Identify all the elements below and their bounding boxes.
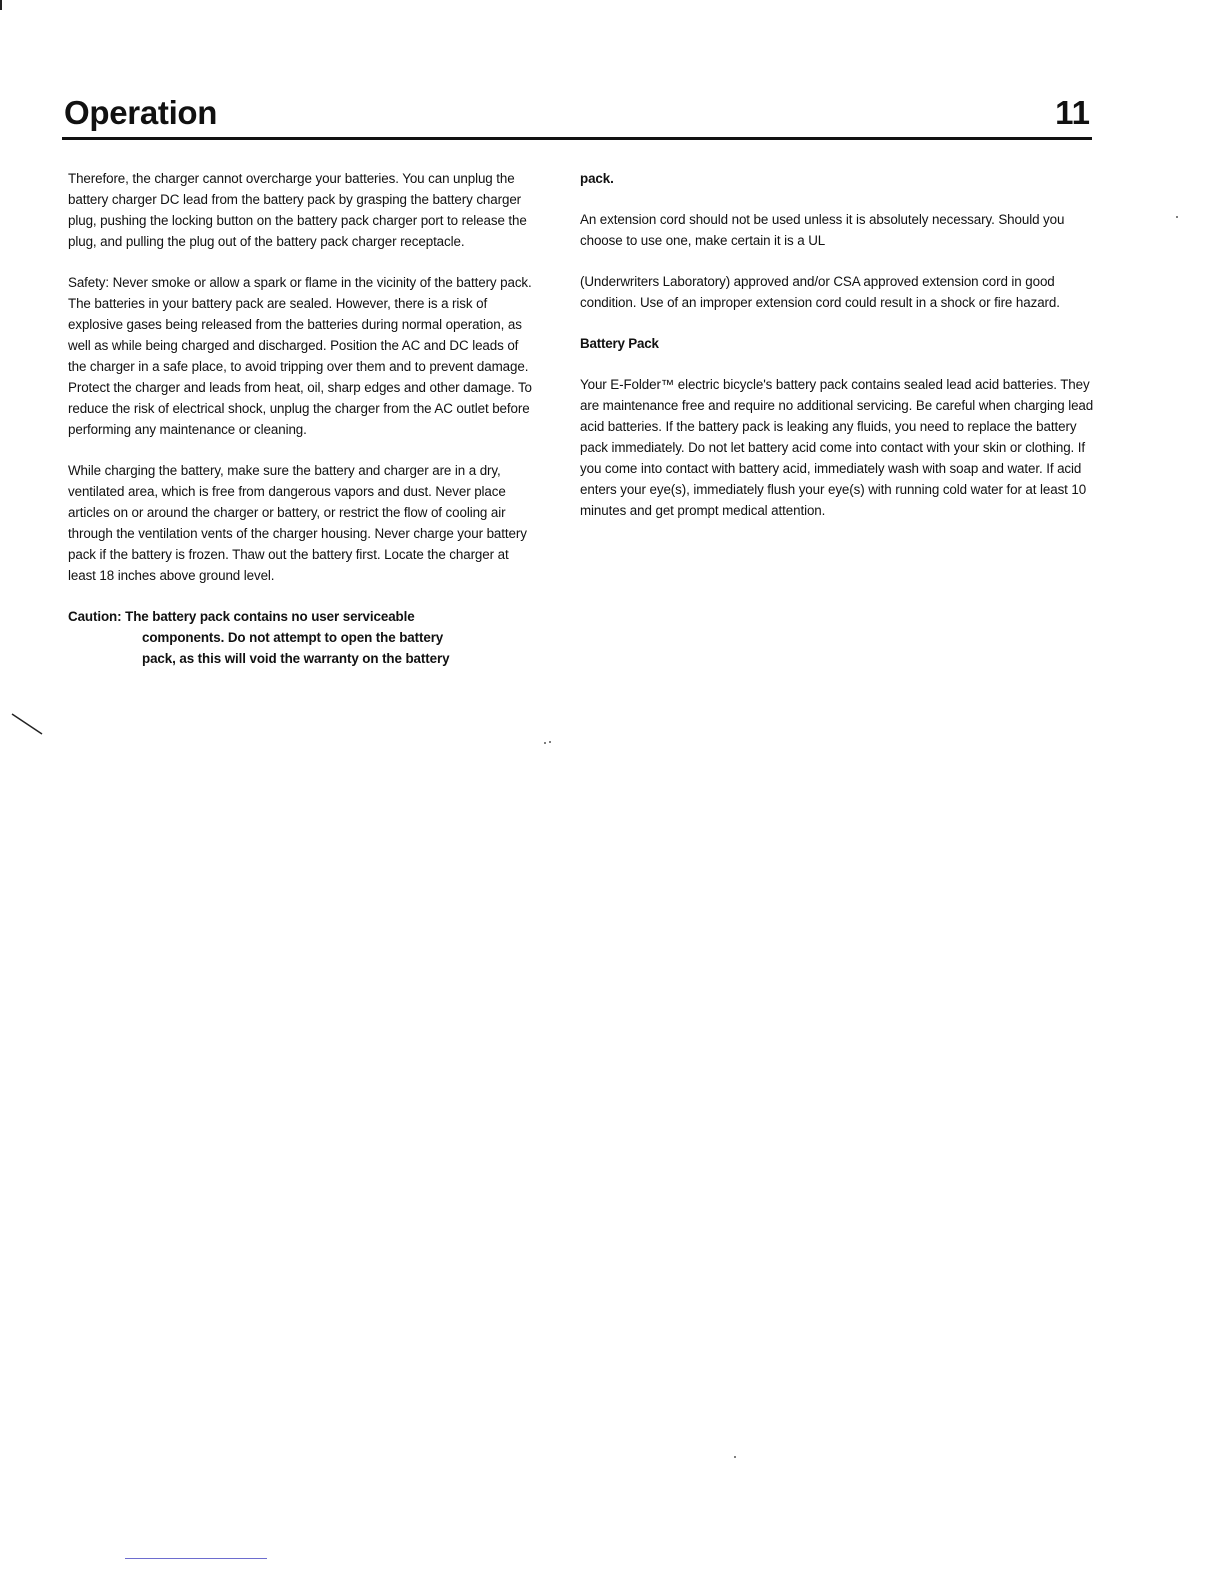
- paragraph-extension-cord: An extension cord should not be used unless it is absolutely necessary. Should you choose to use one, make certain it is a UL: [580, 212, 1065, 248]
- section-heading-battery-pack: Battery Pack: [580, 336, 659, 351]
- paragraph-safety: Safety: Never smoke or allow a spark or flame in the vicinity of the battery pack. The batteries in your battery pack are sealed. However, there is a risk of explosive gases being released from the batteries during normal operation, as well as while being charged and discharged. Position the AC and DC leads of the charger in a safe place, to avoid tripping over them and to prevent damage. Protect the charger and leads from heat, oil, sharp edges and other damage. To reduce the risk of electrical shock, unplug the charger from the AC outlet before performing any maintenance or cleaning.: [68, 275, 532, 437]
- paragraph-charging-environment: While charging the battery, make sure the battery and charger are in a dry, ventilated area, which is free from dangerous vapors and dust. Never place articles on or around the charger or battery, or restrict the flow of cooling air through the ventilation vents of the charger housing. Never charge your battery pack if the battery is frozen. Thaw out the battery first. Locate the charger at least 18 inches above ground level.: [68, 463, 527, 583]
- left-column: [68, 168, 534, 669]
- page-number: 11: [1055, 94, 1090, 131]
- header-rule: [62, 137, 1092, 140]
- scan-mark: [0, 0, 2, 10]
- paragraph-battery-pack: Your E-Folder™ electric bicycle's battery pack contains sealed lead acid batteries. They are maintenance free and require no additional servicing. Be careful when charging lead acid batteries. If the battery pack is leaking any fluids, you need to replace the battery pack immediately. Do not let battery acid come into contact with your skin or clothing. If you come into contact with battery acid, immediately wash with soap and water. If acid enters your eye(s), immediately flush your eye(s) with running cold water for at least 10 minutes and get prompt medical attention.: [580, 377, 1094, 518]
- scan-dot: [1176, 216, 1178, 218]
- right-column: [580, 168, 1100, 541]
- scan-dot: [544, 742, 546, 744]
- paragraph-unplugging: Therefore, the charger cannot overcharge your batteries. You can unplug the battery charger DC lead from the battery pack by grasping the battery charger plug, pushing the locking button on the battery pack charger port to release the plug, and pulling the plug out of the battery pack charger receptacle.: [68, 171, 527, 249]
- page-title: Operation: [64, 94, 218, 131]
- caution-continuation: pack.: [580, 171, 614, 186]
- caution-notice: [68, 606, 534, 669]
- footer-rule: [125, 1558, 267, 1559]
- page-header: [64, 92, 1094, 134]
- scan-dot: [734, 1456, 736, 1458]
- scan-artifact-slash: [10, 712, 46, 736]
- caution-line-2: components. Do not attempt to open the battery: [142, 630, 444, 645]
- caution-line-3: pack, as this will void the warranty on the battery: [142, 651, 450, 666]
- scan-dot: [549, 741, 551, 743]
- caution-line-1: Caution: The battery pack contains no user serviceable: [68, 609, 415, 624]
- paragraph-ul-approval: (Underwriters Laboratory) approved and/or CSA approved extension cord in good condition. Use of an improper extension cord could result in a shock or fire hazard.: [580, 274, 1060, 310]
